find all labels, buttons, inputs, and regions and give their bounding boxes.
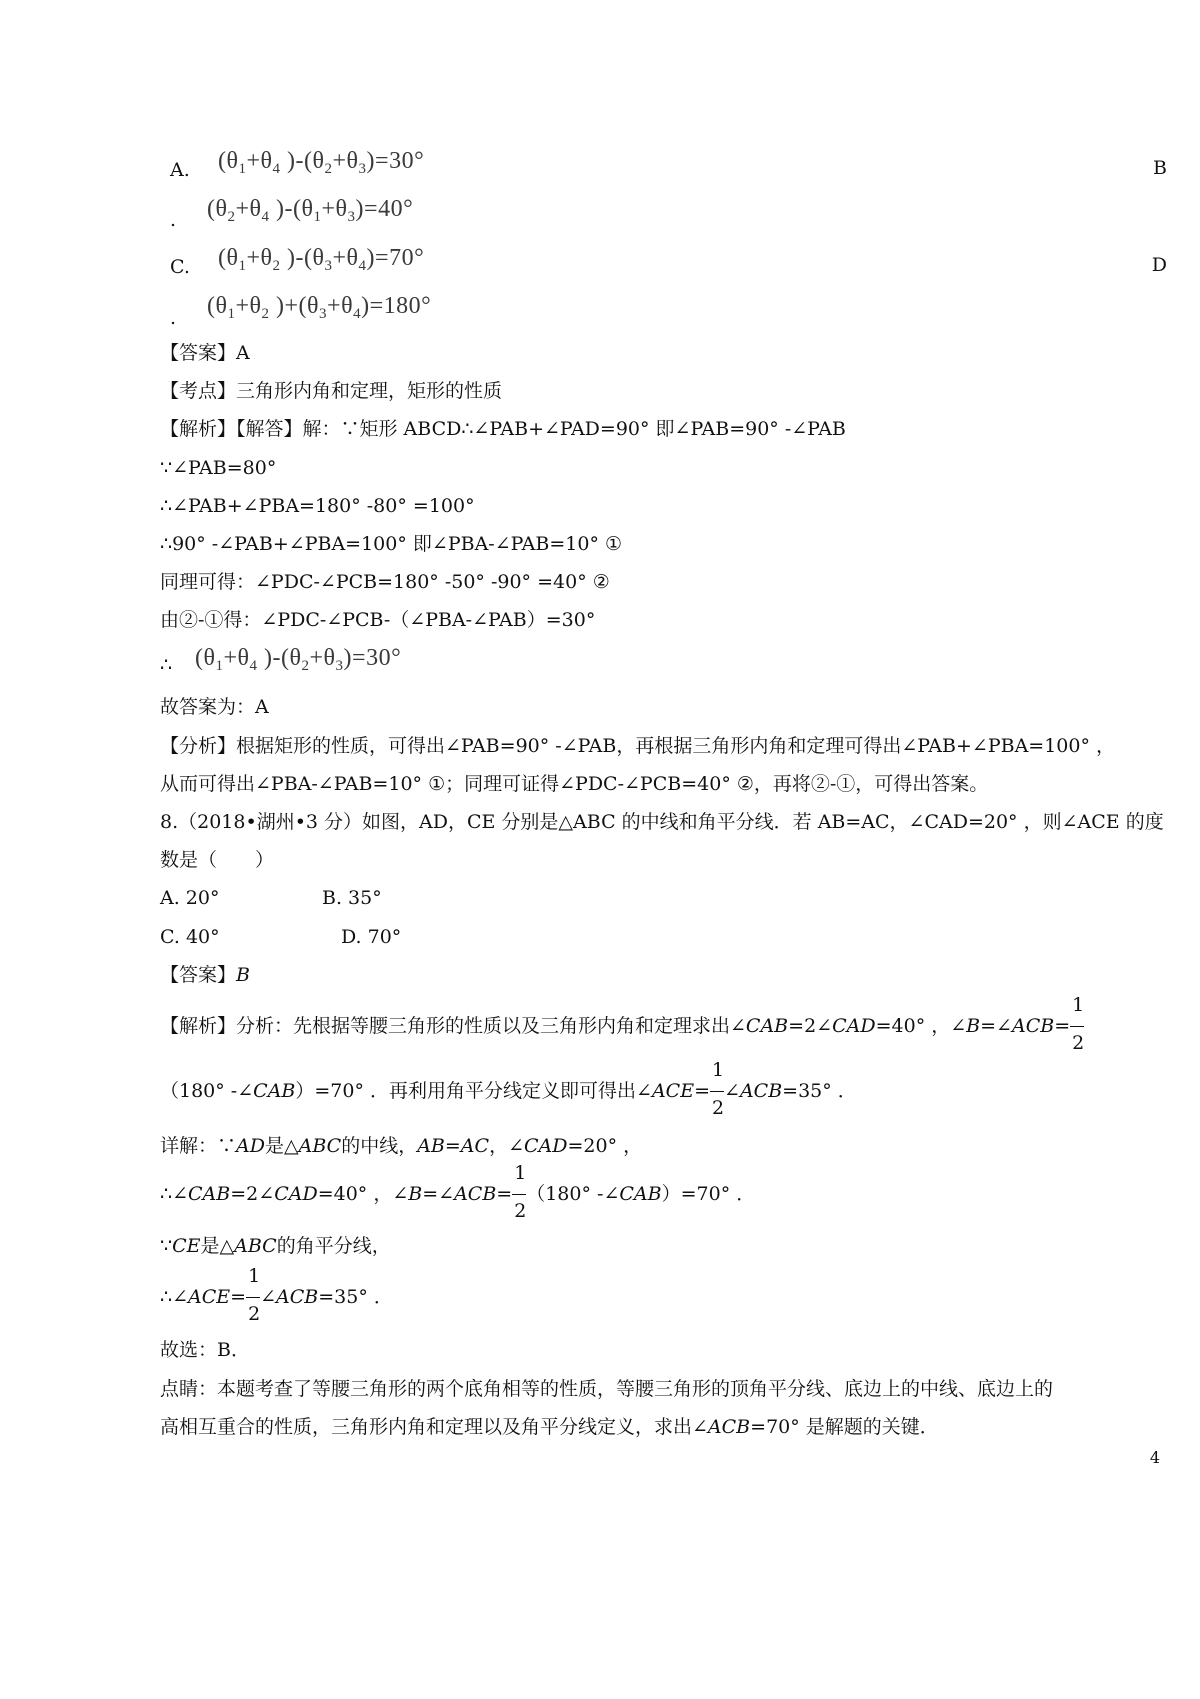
q7-line8: 故答案为：A (160, 696, 269, 718)
option-d-label: D (1151, 254, 1167, 276)
q7-result-formula: ($\theta_1+\theta_4$ )$-(\theta_2+\theta_3)=30^\circ$ (195, 645, 402, 674)
q7-fenxi-line1: 【分析】根据矩形的性质，可得出∠PAB=90° -∠PAB，再根据三角形内角和定理可得出∠PAB+∠PBA=100° ， (160, 735, 1116, 757)
q8-option-d: D. 70° (341, 926, 402, 948)
option-a-label: A. (170, 159, 190, 181)
option-a-formula: ($\theta_1+\theta_4$ )$-(\theta_2+\theta_3)=30^\circ$ (218, 148, 425, 177)
fraction-half: $\frac{1}{2}$ (1072, 994, 1085, 1054)
q8-step1: ∴∠CAB=2∠CAD=40° ，∠B=∠ACB= $\frac{1}{2}$ （180° -∠CAB）=70° ． (160, 1162, 756, 1222)
option-b-formula: ($\theta_2+\theta_4$ )$-(\theta_1+\theta_3)=40^\circ$ (207, 196, 414, 225)
q8-option-b: B. 35° (322, 887, 382, 909)
q8-option-c: C. 40° (160, 926, 220, 948)
q8-xiangjie: 详解：∵AD是△ABC的中线，AB=AC，∠CAD=20° ， (160, 1135, 643, 1157)
q8-stem-line1: 8.（2018•湖州•3 分）如图，AD，CE 分别是△ABC 的中线和角平分线．若 AB=AC，∠CAD=20° ，则∠ACE 的度 (160, 811, 1164, 833)
q7-kaodian: 【考点】三角形内角和定理，矩形的性质 (160, 380, 503, 402)
page-number: 4 (1149, 1448, 1160, 1467)
q8-guxuan: 故选：B． (160, 1339, 250, 1361)
option-b-dot: . (170, 209, 177, 231)
q8-step2: ∴∠ACE= $\frac{1}{2}$ ∠ACB=35° ． (160, 1265, 393, 1325)
option-d-dot: . (170, 307, 177, 329)
q7-line3: ∴∠PAB+∠PBA=180° -80° =100° (160, 495, 475, 517)
q8-jiexi-line2: （180° -∠CAB）=70° ．再利用角平分线定义即可得出∠ACE= $\frac{1}{2}$ ∠ACB=35° ． (160, 1059, 857, 1119)
option-d-formula: ($\theta_1+\theta_2$ )$+(\theta_3+\theta_4)=180^\circ$ (207, 293, 432, 322)
q7-line2: ∵∠PAB=80° (160, 457, 277, 479)
q8-dianjing-line2: 高相互重合的性质，三角形内角和定理以及角平分线定义，求出∠ACB=70° 是解题的关键． (160, 1416, 939, 1438)
q7-line5: 同理可得：∠PDC-∠PCB=180° -50° -90° =40° ② (160, 571, 610, 593)
q7-therefore: ∴ (160, 654, 173, 676)
q8-answer: 【答案】B (160, 964, 250, 986)
fraction-half: $\frac{1}{2}$ (712, 1059, 725, 1119)
q8-ce-line: ∵CE是△ABC的角平分线， (160, 1235, 391, 1257)
option-c-formula: ($\theta_1+\theta_2$ )$-(\theta_3+\theta_4)=70^\circ$ (218, 245, 425, 274)
fraction-half: $\frac{1}{2}$ (514, 1162, 527, 1222)
option-c-label: C. (170, 256, 190, 278)
fraction-half: $\frac{1}{2}$ (248, 1265, 261, 1325)
q7-fenxi-line2: 从而可得出∠PBA-∠PAB=10° ①；同理可证得∠PDC-∠PCB=40° ②，再将②-①，可得出答案。 (160, 773, 989, 795)
q7-line6: 由②-①得：∠PDC-∠PCB-（∠PBA-∠PAB）=30° (160, 609, 596, 631)
q7-line4: ∴90° -∠PAB+∠PBA=100° 即∠PBA-∠PAB=10° ① (160, 533, 623, 555)
q7-answer: 【答案】A (160, 342, 250, 364)
q8-jiexi-line1: 【解析】分析：先根据等腰三角形的性质以及三角形内角和定理求出∠CAB=2∠CAD=40° ，∠B=∠ACB= $\frac{1}{2}$ (160, 994, 1085, 1054)
option-b-label: B (1153, 157, 1167, 179)
q8-option-a: A. 20° (160, 887, 220, 909)
q8-dianjing-line1: 点睛：本题考查了等腰三角形的两个底角相等的性质，等腰三角形的顶角平分线、底边上的中线、底边上的 (160, 1378, 1054, 1400)
q7-jiexi-line1: 【解析】【解答】解：∵矩形 ABCD∴∠PAB+∠PAD=90° 即∠PAB=90° -∠PAB (160, 418, 846, 440)
q8-stem-line2: 数是（ ） (160, 849, 275, 871)
